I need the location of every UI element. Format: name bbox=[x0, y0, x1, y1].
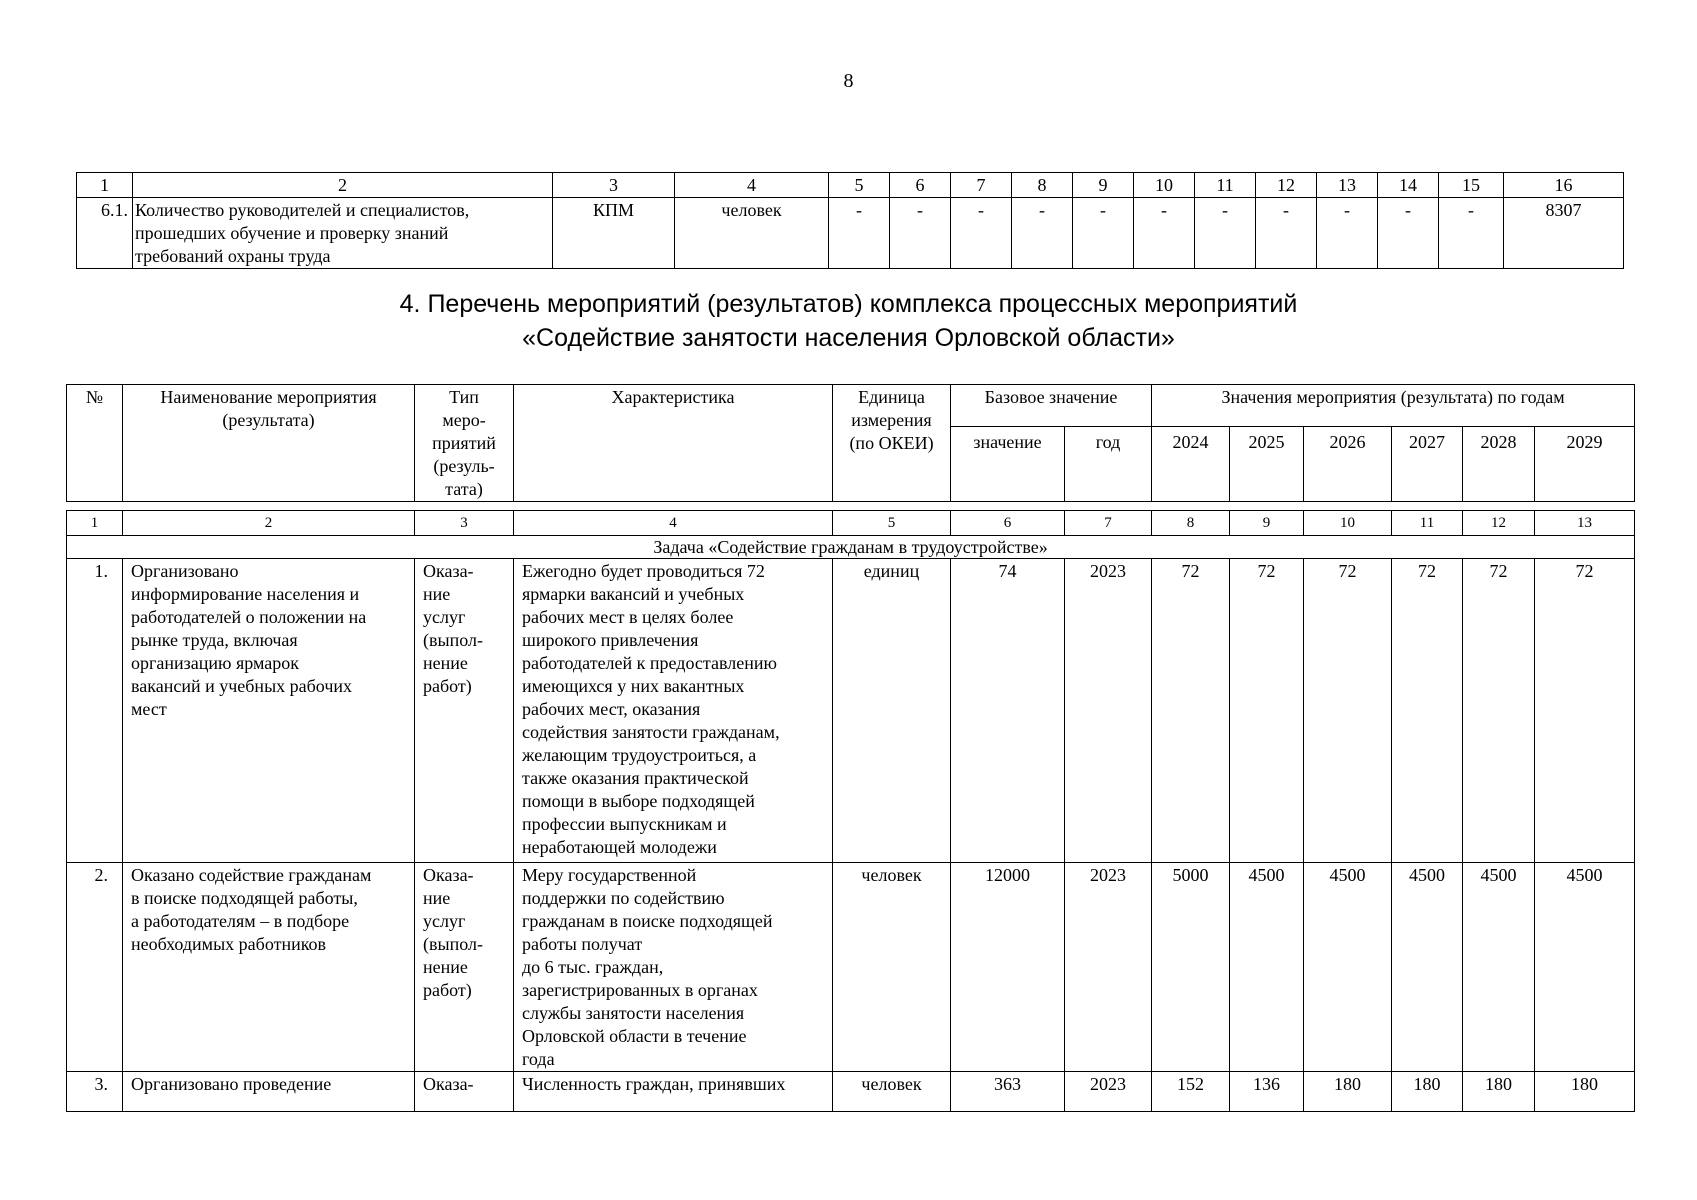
task-title: Задача «Содействие гражданам в трудоустройстве» bbox=[67, 536, 1635, 559]
value-2027: 4500 bbox=[1392, 863, 1463, 1072]
empty-value: - bbox=[1012, 198, 1073, 269]
page-number: 8 bbox=[843, 70, 854, 92]
value-2027: 72 bbox=[1392, 559, 1463, 863]
measure-name: Оказано содействие гражданам в поиске подходящей работы, а работодателям – в подборе необходимых работников bbox=[123, 863, 415, 1072]
header-year-2028: 2028 bbox=[1463, 427, 1535, 502]
value-2028: 72 bbox=[1463, 559, 1535, 863]
indicator-value: 8307 bbox=[1504, 198, 1624, 269]
header-type: Тип меро- приятий (резуль- тата) bbox=[415, 385, 514, 502]
column-number: 5 bbox=[833, 511, 951, 536]
header-year-2025: 2025 bbox=[1230, 427, 1304, 502]
column-number: 4 bbox=[514, 511, 833, 536]
indicator-unit: человек bbox=[675, 198, 829, 269]
measure-unit: единиц bbox=[833, 559, 951, 863]
empty-value: - bbox=[1256, 198, 1317, 269]
base-value: 12000 bbox=[951, 863, 1065, 1072]
column-number: 7 bbox=[951, 173, 1012, 198]
row-number: 1. bbox=[67, 559, 123, 863]
column-number: 7 bbox=[1065, 511, 1152, 536]
measures-table bbox=[66, 384, 1635, 1112]
empty-value: - bbox=[1195, 198, 1256, 269]
column-number: 11 bbox=[1392, 511, 1463, 536]
header-name: Наименование мероприятия (результата) bbox=[123, 385, 415, 502]
empty-value: - bbox=[1134, 198, 1195, 269]
measure-name: Организовано информирование населения и работодателей о положении на рынке труда, включая организацию ярмарок вакансий и учебных рабочих мест bbox=[123, 559, 415, 863]
section-title-line-1: 4. Перечень мероприятий (результатов) комплекса процессных мероприятий bbox=[399, 290, 1298, 318]
column-number-row bbox=[67, 511, 1635, 536]
column-number-row bbox=[77, 173, 1624, 198]
task-row bbox=[67, 536, 1635, 559]
table-row bbox=[67, 1072, 1635, 1112]
measure-characteristic: Меру государственной поддержки по содействию гражданам в поиске подходящей работы получат до 6 тыс. граждан, зарегистрированных в органах службы занятости населения Орловской области в течение года bbox=[514, 863, 833, 1072]
base-value: 74 bbox=[951, 559, 1065, 863]
value-2025: 72 bbox=[1230, 559, 1304, 863]
column-number: 14 bbox=[1378, 173, 1439, 198]
column-number: 2 bbox=[133, 173, 553, 198]
indicators-table-continuation bbox=[76, 172, 1624, 269]
value-2028: 180 bbox=[1463, 1072, 1535, 1112]
table-row bbox=[67, 863, 1635, 1072]
base-year: 2023 bbox=[1065, 559, 1152, 863]
measure-unit: человек bbox=[833, 1072, 951, 1112]
measure-type: Оказа- ние услуг (выпол- нение работ) bbox=[415, 559, 514, 863]
column-number: 10 bbox=[1134, 173, 1195, 198]
empty-value: - bbox=[1073, 198, 1134, 269]
column-number: 5 bbox=[829, 173, 890, 198]
empty-value: - bbox=[1439, 198, 1504, 269]
table-row bbox=[67, 559, 1635, 863]
section-title bbox=[0, 287, 1697, 355]
empty-value: - bbox=[951, 198, 1012, 269]
table-row bbox=[77, 198, 1624, 269]
column-number: 15 bbox=[1439, 173, 1504, 198]
column-number: 16 bbox=[1504, 173, 1624, 198]
column-number: 3 bbox=[415, 511, 514, 536]
value-2026: 72 bbox=[1304, 559, 1392, 863]
header-row-1 bbox=[67, 385, 1635, 427]
value-2028: 4500 bbox=[1463, 863, 1535, 1072]
header-year-2024: 2024 bbox=[1152, 427, 1230, 502]
column-number: 1 bbox=[77, 173, 133, 198]
header-year-2027: 2027 bbox=[1392, 427, 1463, 502]
value-2025: 136 bbox=[1230, 1072, 1304, 1112]
value-2024: 152 bbox=[1152, 1072, 1230, 1112]
measure-characteristic: Ежегодно будет проводиться 72 ярмарки вакансий и учебных рабочих мест в целях более широкого привлечения работодателей к предоставлению имеющихся у них вакантных рабочих мест, оказания содействия занятости гражданам, желающим трудоустроиться, а также оказания практической помощи в выборе подходящей профессии выпускникам и неработающей молодежи bbox=[514, 559, 833, 863]
row-number: 2. bbox=[67, 863, 123, 1072]
column-number: 9 bbox=[1073, 173, 1134, 198]
empty-value: - bbox=[1317, 198, 1378, 269]
column-number: 10 bbox=[1304, 511, 1392, 536]
header-value: значение bbox=[951, 427, 1065, 502]
column-number: 12 bbox=[1463, 511, 1535, 536]
row-number: 6.1. bbox=[77, 198, 133, 269]
empty-value: - bbox=[829, 198, 890, 269]
value-2026: 4500 bbox=[1304, 863, 1392, 1072]
header-characteristic: Характеристика bbox=[514, 385, 833, 502]
base-value: 363 bbox=[951, 1072, 1065, 1112]
header-values-by-years: Значения мероприятия (результата) по годам bbox=[1152, 385, 1635, 427]
header-year: год bbox=[1065, 427, 1152, 502]
section-title-line-2: «Содействие занятости населения Орловской области» bbox=[522, 324, 1175, 352]
value-2024: 72 bbox=[1152, 559, 1230, 863]
row-number: 3. bbox=[67, 1072, 123, 1112]
value-2025: 4500 bbox=[1230, 863, 1304, 1072]
value-2026: 180 bbox=[1304, 1072, 1392, 1112]
header-year-2026: 2026 bbox=[1304, 427, 1392, 502]
base-year: 2023 bbox=[1065, 1072, 1152, 1112]
value-2024: 5000 bbox=[1152, 863, 1230, 1072]
header-no: № bbox=[67, 385, 123, 502]
column-number: 8 bbox=[1012, 173, 1073, 198]
column-number: 9 bbox=[1230, 511, 1304, 536]
column-number: 3 bbox=[553, 173, 675, 198]
measure-type: Оказа- bbox=[415, 1072, 514, 1112]
measure-name: Организовано проведение bbox=[123, 1072, 415, 1112]
column-number: 6 bbox=[890, 173, 951, 198]
measure-type: Оказа- ние услуг (выпол- нение работ) bbox=[415, 863, 514, 1072]
header-base-value: Базовое значение bbox=[951, 385, 1152, 427]
column-number: 1 bbox=[67, 511, 123, 536]
column-number: 13 bbox=[1317, 173, 1378, 198]
empty-value: - bbox=[1378, 198, 1439, 269]
measure-unit: человек bbox=[833, 863, 951, 1072]
header-year-2029: 2029 bbox=[1535, 427, 1635, 502]
gap-cell bbox=[67, 502, 1635, 511]
column-number: 2 bbox=[123, 511, 415, 536]
column-number: 8 bbox=[1152, 511, 1230, 536]
header-gap bbox=[67, 502, 1635, 511]
value-2029: 72 bbox=[1535, 559, 1635, 863]
header-unit: Единица измерения (по ОКЕИ) bbox=[833, 385, 951, 502]
measure-characteristic: Численность граждан, принявших bbox=[514, 1072, 833, 1112]
column-number: 13 bbox=[1535, 511, 1635, 536]
column-number: 11 bbox=[1195, 173, 1256, 198]
indicator-type: КПМ bbox=[553, 198, 675, 269]
empty-value: - bbox=[890, 198, 951, 269]
value-2027: 180 bbox=[1392, 1072, 1463, 1112]
base-year: 2023 bbox=[1065, 863, 1152, 1072]
indicator-name: Количество руководителей и специалистов, прошедших обучение и проверку знаний требований охраны труда bbox=[133, 198, 553, 269]
value-2029: 180 bbox=[1535, 1072, 1635, 1112]
column-number: 12 bbox=[1256, 173, 1317, 198]
column-number: 4 bbox=[675, 173, 829, 198]
column-number: 6 bbox=[951, 511, 1065, 536]
value-2029: 4500 bbox=[1535, 863, 1635, 1072]
